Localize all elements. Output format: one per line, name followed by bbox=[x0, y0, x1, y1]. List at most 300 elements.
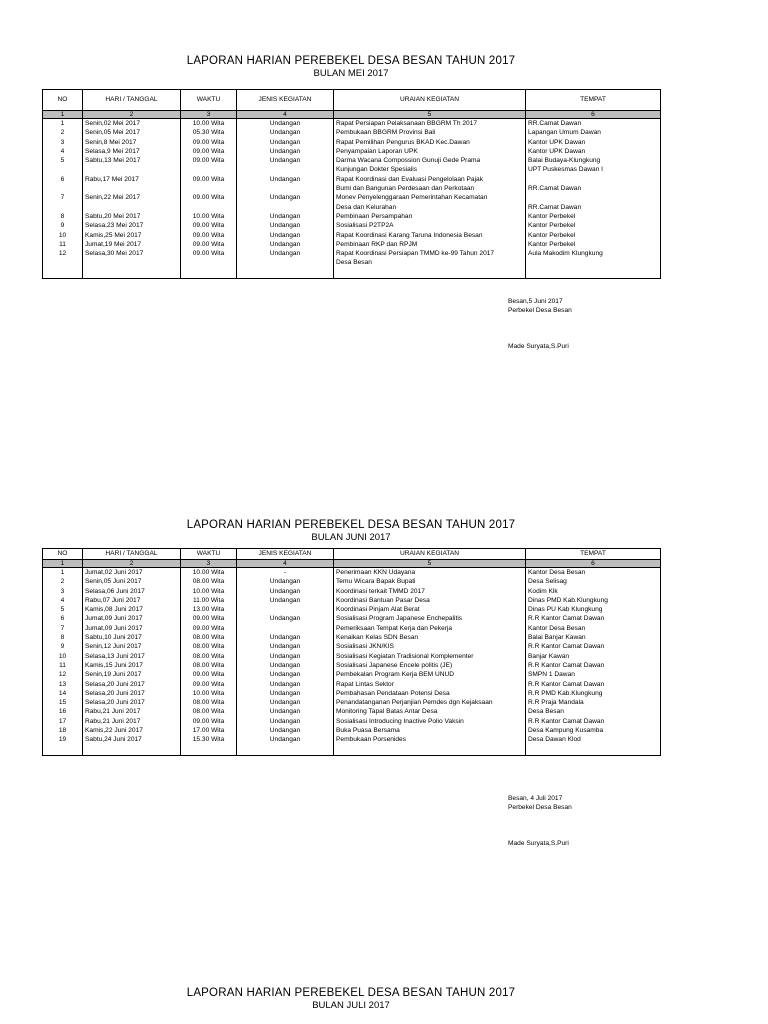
cell-jenis: Undangan bbox=[237, 138, 334, 147]
cell-uraian: Desa Besan bbox=[334, 258, 526, 267]
cell-jenis: Undangan bbox=[237, 614, 334, 623]
cell-hari: Senin,05 Juni 2017 bbox=[83, 577, 181, 586]
cell-uraian: Desa dan Kelurahan bbox=[334, 203, 526, 212]
cell-no: 9 bbox=[43, 221, 83, 230]
cell-no: 3 bbox=[43, 587, 83, 596]
cell-jenis bbox=[237, 624, 334, 633]
cell-jenis: Undangan bbox=[237, 661, 334, 670]
cell-tempat: Desa Besan bbox=[526, 707, 661, 716]
cell-waktu: 10.00 Wita bbox=[181, 587, 237, 596]
cell-no: 11 bbox=[43, 661, 83, 670]
cell-tempat: Desa Dawan Klod bbox=[526, 735, 661, 744]
cell-no: 7 bbox=[43, 193, 83, 202]
cell-uraian: Sosialisasi JKN/KIS bbox=[334, 642, 526, 651]
empty-cell bbox=[181, 745, 237, 756]
cell-tempat: R.R Kantor Camat Dawan bbox=[526, 614, 661, 623]
cell-jenis: Undangan bbox=[237, 642, 334, 651]
table-row bbox=[43, 231, 661, 240]
cell-hari: Kamis,22 Juni 2017 bbox=[83, 726, 181, 735]
cell-hari: Kamis,08 Juni 2017 bbox=[83, 605, 181, 614]
signature-block-mei bbox=[508, 297, 572, 351]
col-header-waktu: WAKTU bbox=[181, 90, 237, 111]
cell-waktu: 08.00 Wita bbox=[181, 652, 237, 661]
cell-uraian: Monev Penyelenggaraan Pemerintahan Kecamatan bbox=[334, 193, 526, 202]
cell-hari: Selasa,20 Juni 2017 bbox=[83, 689, 181, 698]
table-row bbox=[43, 642, 661, 651]
cell-no: 8 bbox=[43, 212, 83, 221]
cell-tempat: R.R Praja Mandala bbox=[526, 698, 661, 707]
table-row bbox=[43, 652, 661, 661]
cell-no: 5 bbox=[43, 605, 83, 614]
cell-waktu: 10.00 Wita bbox=[181, 212, 237, 221]
cell-hari bbox=[83, 203, 181, 212]
cell-jenis: Undangan bbox=[237, 240, 334, 249]
table-row bbox=[43, 614, 661, 623]
cell-hari bbox=[83, 258, 181, 267]
sign-role: Perbekel Desa Besan bbox=[508, 307, 572, 314]
empty-cell bbox=[43, 268, 83, 279]
cell-uraian: Sosialisasi Japanese Encele politis (JE) bbox=[334, 661, 526, 670]
cell-tempat bbox=[526, 258, 661, 267]
cell-jenis: Undangan bbox=[237, 689, 334, 698]
cell-hari: Senin,05 Mei 2017 bbox=[83, 128, 181, 137]
empty-cell bbox=[43, 745, 83, 756]
cell-waktu bbox=[181, 184, 237, 193]
cell-uraian: Sosialisasi P2TP2A bbox=[334, 221, 526, 230]
cell-no: 10 bbox=[43, 231, 83, 240]
cell-jenis: Undangan bbox=[237, 175, 334, 184]
cell-jenis: Undangan bbox=[237, 717, 334, 726]
cell-hari: Selasa,20 Juni 2017 bbox=[83, 698, 181, 707]
cell-waktu bbox=[181, 165, 237, 174]
cell-waktu: 09.00 Wita bbox=[181, 221, 237, 230]
cell-waktu: 09.00 Wita bbox=[181, 156, 237, 165]
cell-uraian: Rapat Koordinasi Persiapan TMMD ke-99 Tahun 2017 bbox=[334, 249, 526, 258]
cell-tempat bbox=[526, 193, 661, 202]
cell-hari: Rabu,21 Juni 2017 bbox=[83, 717, 181, 726]
table-row bbox=[43, 633, 661, 642]
empty-cell bbox=[181, 268, 237, 279]
cell-waktu: 05.30 Wita bbox=[181, 128, 237, 137]
cell-uraian: Pembahasan Pendataan Potensi Desa bbox=[334, 689, 526, 698]
cell-tempat: RR.Camat Dawan bbox=[526, 119, 661, 129]
cell-no: 10 bbox=[43, 652, 83, 661]
cell-tempat bbox=[526, 175, 661, 184]
cell-jenis: Undangan bbox=[237, 147, 334, 156]
cell-uraian: Pembekalan Program Kerja BEM UNUD bbox=[334, 670, 526, 679]
table-row bbox=[43, 193, 661, 202]
cell-hari: Selasa,9 Mei 2017 bbox=[83, 147, 181, 156]
cell-no: 4 bbox=[43, 596, 83, 605]
cell-uraian: Koordinasi terkait TMMD 2017 bbox=[334, 587, 526, 596]
cell-uraian: Kenaikan Kelas SDN Besan bbox=[334, 633, 526, 642]
table-row bbox=[43, 698, 661, 707]
table-row bbox=[43, 587, 661, 596]
cell-hari: Sabtu,24 Juni 2017 bbox=[83, 735, 181, 744]
cell-no: 3 bbox=[43, 138, 83, 147]
cell-hari: Selasa,30 Mei 2017 bbox=[83, 249, 181, 258]
table-row bbox=[43, 119, 661, 129]
cell-hari: Selasa,23 Mei 2017 bbox=[83, 221, 181, 230]
cell-jenis: Undangan bbox=[237, 193, 334, 202]
col-number: 5 bbox=[334, 111, 526, 119]
col-header-hari-tanggal: HARI / TANGGAL bbox=[83, 549, 181, 560]
table-row bbox=[43, 689, 661, 698]
cell-waktu: 09.00 Wita bbox=[181, 717, 237, 726]
cell-waktu: 10.00 Wita bbox=[181, 689, 237, 698]
cell-waktu: 11.00 Wita bbox=[181, 596, 237, 605]
cell-jenis: Undangan bbox=[237, 698, 334, 707]
cell-jenis bbox=[237, 203, 334, 212]
report-juli bbox=[42, 986, 660, 1012]
cell-hari: Kamis,15 Juni 2017 bbox=[83, 661, 181, 670]
cell-jenis: Undangan bbox=[237, 156, 334, 165]
cell-jenis: Undangan bbox=[237, 577, 334, 586]
cell-no: 6 bbox=[43, 614, 83, 623]
cell-hari: Senin,8 Mei 2017 bbox=[83, 138, 181, 147]
cell-uraian: Pembukaan BBGRM Provinsi Bali bbox=[334, 128, 526, 137]
cell-jenis: Undangan bbox=[237, 652, 334, 661]
table-row bbox=[43, 165, 661, 174]
col-number: 6 bbox=[526, 560, 661, 568]
cell-jenis: Undangan bbox=[237, 726, 334, 735]
sign-place-date: Besan,5 Juni 2017 bbox=[508, 298, 563, 305]
table-row bbox=[43, 596, 661, 605]
table-row bbox=[43, 661, 661, 670]
cell-tempat: R.R Kantor Camat Dawan bbox=[526, 680, 661, 689]
cell-hari: Jumat,19 Mei 2017 bbox=[83, 240, 181, 249]
cell-no: 13 bbox=[43, 680, 83, 689]
empty-cell bbox=[83, 268, 181, 279]
cell-no bbox=[43, 165, 83, 174]
col-number: 1 bbox=[43, 560, 83, 568]
cell-tempat: RR.Camat Dawan bbox=[526, 203, 661, 212]
cell-jenis: Undangan bbox=[237, 128, 334, 137]
column-number-row bbox=[43, 111, 661, 119]
cell-jenis: Undangan bbox=[237, 633, 334, 642]
cell-uraian: Rapat Koordinasi Karang Taruna Indonesia Besan bbox=[334, 231, 526, 240]
cell-waktu: 10.00 Wita bbox=[181, 119, 237, 129]
cell-jenis: Undangan bbox=[237, 670, 334, 679]
cell-hari bbox=[83, 184, 181, 193]
cell-uraian: Sosialisasi Program Japanese Enchepalitis bbox=[334, 614, 526, 623]
cell-uraian: Sosialisasi Introducing Inactive Polio Vaksin bbox=[334, 717, 526, 726]
cell-jenis: Undangan bbox=[237, 735, 334, 744]
cell-uraian: Penerimaan KKN Udayana bbox=[334, 568, 526, 578]
cell-jenis: - bbox=[237, 568, 334, 578]
cell-hari: Jumat,02 Juni 2017 bbox=[83, 568, 181, 578]
activity-rows bbox=[43, 568, 661, 756]
cell-waktu: 13.00 Wita bbox=[181, 605, 237, 614]
cell-tempat: Balai Budaya-Klungkung bbox=[526, 156, 661, 165]
empty-cell bbox=[526, 745, 661, 756]
cell-hari: Selasa,20 Juni 2017 bbox=[83, 680, 181, 689]
cell-waktu: 08.00 Wita bbox=[181, 633, 237, 642]
cell-hari: Senin,02 Mei 2017 bbox=[83, 119, 181, 129]
cell-hari: Sabtu,13 Mei 2017 bbox=[83, 156, 181, 165]
table-row bbox=[43, 670, 661, 679]
cell-no bbox=[43, 203, 83, 212]
cell-waktu: 09.00 Wita bbox=[181, 193, 237, 202]
cell-jenis: Undangan bbox=[237, 221, 334, 230]
cell-tempat: Kantor Desa Besan bbox=[526, 624, 661, 633]
cell-jenis: Undangan bbox=[237, 707, 334, 716]
cell-no: 5 bbox=[43, 156, 83, 165]
col-header-waktu: WAKTU bbox=[181, 549, 237, 560]
cell-uraian: Koordinasi Pinjam Alat Berat bbox=[334, 605, 526, 614]
col-number: 2 bbox=[83, 111, 181, 119]
cell-uraian: Rapat Pemilihan Pengurus BKAD Kec.Dawan bbox=[334, 138, 526, 147]
cell-no: 1 bbox=[43, 119, 83, 129]
cell-hari: Rabu,21 Juni 2017 bbox=[83, 707, 181, 716]
cell-uraian: Kunjungan Dokter Spesialis bbox=[334, 165, 526, 174]
cell-waktu bbox=[181, 258, 237, 267]
cell-uraian: Temu Wicara Bapak Bupati bbox=[334, 577, 526, 586]
column-number-row bbox=[43, 560, 661, 568]
cell-jenis bbox=[237, 605, 334, 614]
cell-tempat: Kantor UPK Dawan bbox=[526, 138, 661, 147]
cell-no: 19 bbox=[43, 735, 83, 744]
empty-cell bbox=[237, 268, 334, 279]
cell-hari: Senin,12 Juni 2017 bbox=[83, 642, 181, 651]
cell-no: 16 bbox=[43, 707, 83, 716]
table-row bbox=[43, 258, 661, 267]
table-row bbox=[43, 240, 661, 249]
table-row bbox=[43, 156, 661, 165]
table-row bbox=[43, 680, 661, 689]
activity-table bbox=[42, 548, 661, 756]
cell-no: 4 bbox=[43, 147, 83, 156]
cell-uraian: Penandatanganan Perjanjian Pemdes dgn Kejaksaan bbox=[334, 698, 526, 707]
col-number: 4 bbox=[237, 560, 334, 568]
cell-jenis: Undangan bbox=[237, 231, 334, 240]
sign-name: Made Suryata,S.Puri bbox=[508, 840, 569, 847]
cell-tempat: SMPN 1 Dawan bbox=[526, 670, 661, 679]
cell-tempat: R.R Kantor Camat Dawan bbox=[526, 642, 661, 651]
cell-waktu: 09.00 Wita bbox=[181, 231, 237, 240]
report-mei bbox=[42, 54, 660, 279]
cell-tempat: Desa Selisag bbox=[526, 577, 661, 586]
cell-uraian: Pemeriksaan Tempat Kerja dan Pekerja bbox=[334, 624, 526, 633]
col-header-tempat: TEMPAT bbox=[526, 90, 661, 111]
table-row bbox=[43, 212, 661, 221]
cell-hari: Kamis,25 Mei 2017 bbox=[83, 231, 181, 240]
report-title: LAPORAN HARIAN PEREBEKEL DESA BESAN TAHUN 2017 bbox=[186, 519, 516, 531]
cell-jenis bbox=[237, 258, 334, 267]
cell-waktu: 09.00 Wita bbox=[181, 138, 237, 147]
cell-jenis: Undangan bbox=[237, 212, 334, 221]
col-number: 1 bbox=[43, 111, 83, 119]
cell-waktu: 09.00 Wita bbox=[181, 249, 237, 258]
table-row bbox=[43, 138, 661, 147]
col-number: 3 bbox=[181, 111, 237, 119]
cell-no: 14 bbox=[43, 689, 83, 698]
cell-tempat: Aula Makodim Klungkung bbox=[526, 249, 661, 258]
cell-waktu: 08.00 Wita bbox=[181, 698, 237, 707]
cell-tempat: Balai Banjar Kawan bbox=[526, 633, 661, 642]
cell-tempat: Desa Kampung Kusamba bbox=[526, 726, 661, 735]
cell-hari: Selasa,06 Juni 2017 bbox=[83, 587, 181, 596]
cell-waktu: 09.00 Wita bbox=[181, 670, 237, 679]
table-row bbox=[43, 624, 661, 633]
cell-waktu: 09.00 Wita bbox=[181, 614, 237, 623]
col-number: 5 bbox=[334, 560, 526, 568]
table-row bbox=[43, 184, 661, 193]
table-row bbox=[43, 735, 661, 744]
cell-jenis: Undangan bbox=[237, 680, 334, 689]
cell-waktu: 09.00 Wita bbox=[181, 175, 237, 184]
cell-no: 15 bbox=[43, 698, 83, 707]
cell-waktu: 08.00 Wita bbox=[181, 707, 237, 716]
cell-uraian: Darma Wacana Compossion Gunuji Gede Prama bbox=[334, 156, 526, 165]
cell-hari: Sabtu,20 Mei 2017 bbox=[83, 212, 181, 221]
cell-waktu: 10.00 Wita bbox=[181, 568, 237, 578]
cell-uraian: Pembinaan RKP dan RPJM bbox=[334, 240, 526, 249]
activity-rows bbox=[43, 119, 661, 279]
cell-hari bbox=[83, 165, 181, 174]
cell-tempat: Kantor UPK Dawan bbox=[526, 147, 661, 156]
report-juni bbox=[42, 518, 660, 756]
table-row bbox=[43, 221, 661, 230]
cell-jenis: Undangan bbox=[237, 587, 334, 596]
empty-cell bbox=[237, 745, 334, 756]
sign-role: Perbekel Desa Besan bbox=[508, 804, 572, 811]
table-row bbox=[43, 128, 661, 137]
cell-tempat: RR.Camat Dawan bbox=[526, 184, 661, 193]
table-row bbox=[43, 717, 661, 726]
table-row bbox=[43, 707, 661, 716]
cell-waktu: 17.00 Wita bbox=[181, 726, 237, 735]
cell-no bbox=[43, 184, 83, 193]
table-row bbox=[43, 175, 661, 184]
cell-jenis: Undangan bbox=[237, 596, 334, 605]
cell-no: 12 bbox=[43, 249, 83, 258]
table-padding-row bbox=[43, 745, 661, 756]
cell-no: 7 bbox=[43, 624, 83, 633]
cell-jenis: Undangan bbox=[237, 119, 334, 129]
cell-jenis bbox=[237, 165, 334, 174]
cell-uraian: Koordinasi Bantuan Pasar Desa bbox=[334, 596, 526, 605]
cell-waktu bbox=[181, 203, 237, 212]
cell-no: 11 bbox=[43, 240, 83, 249]
col-header-hari-tanggal: HARI / TANGGAL bbox=[83, 90, 181, 111]
cell-hari: Rabu,07 Juni 2017 bbox=[83, 596, 181, 605]
report-subtitle: BULAN MEI 2017 bbox=[313, 68, 389, 79]
cell-waktu: 09.00 Wita bbox=[181, 624, 237, 633]
cell-tempat: Lapangan Umum Dawan bbox=[526, 128, 661, 137]
cell-no: 9 bbox=[43, 642, 83, 651]
table-padding-row bbox=[43, 268, 661, 279]
empty-cell bbox=[334, 745, 526, 756]
cell-waktu: 15.30 Wita bbox=[181, 735, 237, 744]
table-row bbox=[43, 203, 661, 212]
cell-tempat: Kantor Perbekel bbox=[526, 221, 661, 230]
empty-cell bbox=[526, 268, 661, 279]
cell-tempat: Kantor Desa Besan bbox=[526, 568, 661, 578]
report-title: LAPORAN HARIAN PEREBEKEL DESA BESAN TAHUN 2017 bbox=[186, 987, 516, 999]
cell-waktu: 08.00 Wita bbox=[181, 642, 237, 651]
cell-uraian: Rapat Koordinasi dan Evaluasi Pengelolaan Pajak bbox=[334, 175, 526, 184]
col-number: 2 bbox=[83, 560, 181, 568]
cell-uraian: Sosialisasi Kegiatan Tradisional Komplementer bbox=[334, 652, 526, 661]
table-row bbox=[43, 726, 661, 735]
cell-waktu: 09.00 Wita bbox=[181, 680, 237, 689]
cell-no: 17 bbox=[43, 717, 83, 726]
col-header-no: NO bbox=[43, 549, 83, 560]
col-header-uraian-kegiatan: URAIAN KEGIATAN bbox=[334, 90, 526, 111]
cell-tempat: Dinas PMD Kab.Klungkung bbox=[526, 596, 661, 605]
cell-hari: Jumat,09 Juni 2017 bbox=[83, 624, 181, 633]
cell-hari: Sabtu,10 Juni 2017 bbox=[83, 633, 181, 642]
cell-jenis bbox=[237, 184, 334, 193]
cell-uraian: Rapat Lintas Sektor bbox=[334, 680, 526, 689]
cell-uraian: Penyampaian Laporan UPK bbox=[334, 147, 526, 156]
cell-tempat: Kantor Perbekel bbox=[526, 231, 661, 240]
cell-tempat: R.R PMD Kab.Klungkung bbox=[526, 689, 661, 698]
cell-tempat: UPT Puskesmas Dawan I bbox=[526, 165, 661, 174]
table-row bbox=[43, 577, 661, 586]
col-number: 6 bbox=[526, 111, 661, 119]
cell-jenis: Undangan bbox=[237, 249, 334, 258]
cell-tempat: Banjar Kawan bbox=[526, 652, 661, 661]
cell-hari: Senin,19 Juni 2017 bbox=[83, 670, 181, 679]
cell-no: 12 bbox=[43, 670, 83, 679]
cell-tempat: R.R Kantor Camat Dawan bbox=[526, 717, 661, 726]
cell-tempat: Kantor Perbekel bbox=[526, 240, 661, 249]
table-row bbox=[43, 605, 661, 614]
cell-no: 2 bbox=[43, 577, 83, 586]
cell-hari: Jumat,09 Juni 2017 bbox=[83, 614, 181, 623]
cell-hari: Senin,22 Mei 2017 bbox=[83, 193, 181, 202]
cell-no: 8 bbox=[43, 633, 83, 642]
cell-no: 18 bbox=[43, 726, 83, 735]
report-subtitle: BULAN JULI 2017 bbox=[312, 1000, 390, 1011]
cell-uraian: Buka Puasa Bersama bbox=[334, 726, 526, 735]
signature-block-juni bbox=[508, 794, 572, 848]
cell-tempat: Kantor Perbekel bbox=[526, 212, 661, 221]
cell-uraian: Monitoring Tapal Batas Antar Desa bbox=[334, 707, 526, 716]
cell-uraian: Rapat Persiapan Pelaksanaan BBGRM Th 2017 bbox=[334, 119, 526, 129]
report-title: LAPORAN HARIAN PEREBEKEL DESA BESAN TAHUN 2017 bbox=[186, 55, 516, 67]
col-number: 4 bbox=[237, 111, 334, 119]
col-number: 3 bbox=[181, 560, 237, 568]
activity-table bbox=[42, 89, 661, 279]
cell-uraian: Pembukaan Porsenides bbox=[334, 735, 526, 744]
col-header-uraian-kegiatan: URAIAN KEGIATAN bbox=[334, 549, 526, 560]
cell-no: 1 bbox=[43, 568, 83, 578]
table-row bbox=[43, 568, 661, 578]
cell-tempat: Dinas PU Kab Klungkung bbox=[526, 605, 661, 614]
col-header-jenis-kegiatan: JENIS KEGIATAN bbox=[237, 90, 334, 111]
sign-name: Made Suryata,S.Puri bbox=[508, 343, 569, 350]
col-header-tempat: TEMPAT bbox=[526, 549, 661, 560]
cell-waktu: 09.00 Wita bbox=[181, 240, 237, 249]
cell-hari: Rabu,17 Mei 2017 bbox=[83, 175, 181, 184]
empty-cell bbox=[83, 745, 181, 756]
cell-no: 2 bbox=[43, 128, 83, 137]
cell-waktu: 09.00 Wita bbox=[181, 147, 237, 156]
empty-cell bbox=[334, 268, 526, 279]
cell-tempat: R.R Kantor Camat Dawan bbox=[526, 661, 661, 670]
cell-tempat: Kodim Klk bbox=[526, 587, 661, 596]
cell-uraian: Pembinaan Persampahan bbox=[334, 212, 526, 221]
sign-place-date: Besan, 4 Juli 2017 bbox=[508, 795, 563, 802]
cell-waktu: 08.00 Wita bbox=[181, 577, 237, 586]
report-subtitle: BULAN JUNI 2017 bbox=[311, 532, 391, 543]
table-row bbox=[43, 249, 661, 258]
cell-no: 6 bbox=[43, 175, 83, 184]
cell-hari: Selasa,13 Juni 2017 bbox=[83, 652, 181, 661]
